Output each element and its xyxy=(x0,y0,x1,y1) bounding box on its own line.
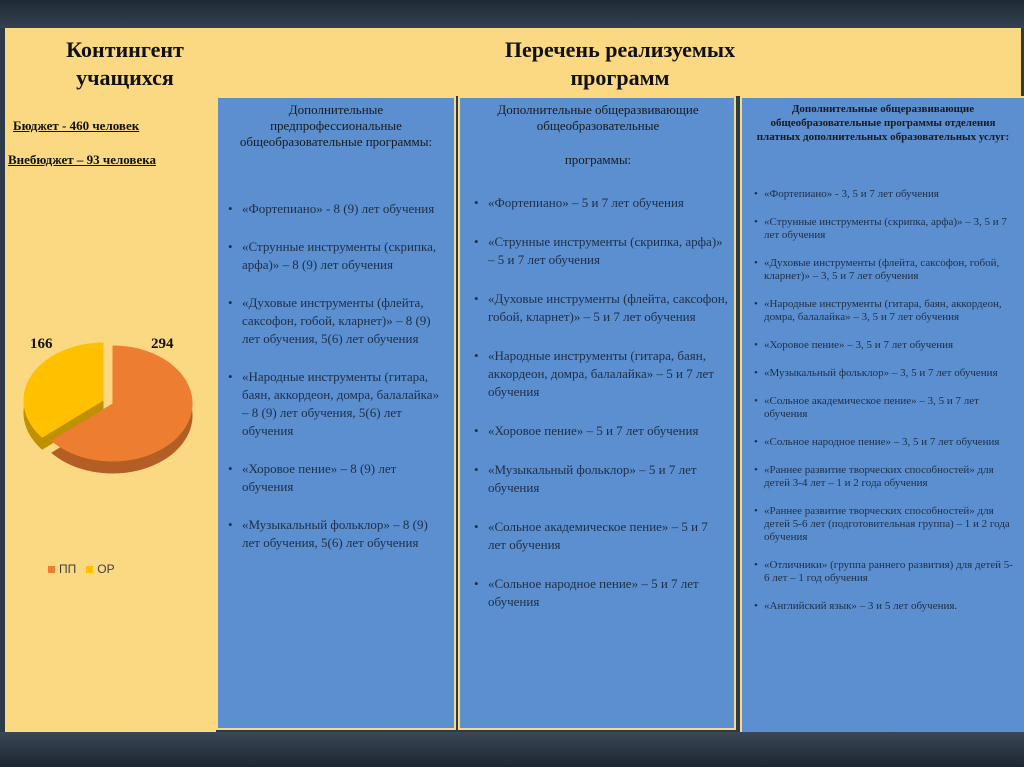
pie-legend xyxy=(48,562,115,576)
legend-swatch-pp xyxy=(48,566,55,573)
programs-heading: Перечень реализуемых программ xyxy=(504,37,736,90)
legend-swatch-or xyxy=(86,566,93,573)
slide-top-bar xyxy=(0,0,1024,28)
col3-title: Дополнительные общеразвивающие общеобразовательные программы отделения платных дополнительных образовательных услуг: xyxy=(756,103,1010,143)
legend-item-or xyxy=(86,562,114,576)
budget-stat: Бюджет - 460 человек xyxy=(13,118,140,133)
list-item: • «Отличники» (группа раннего развития) для детей 5-6 лет – 1 год обучения xyxy=(764,559,1016,585)
list-item: • «Хоровое пение» – 8 (9) лет обучения xyxy=(242,460,448,496)
list-item: • «Сольное академическое пение» – 5 и 7 лет обучения xyxy=(488,518,728,554)
list-item: • «Раннее развитие творческих способностей» для детей 5-6 лет (подготовительная группа) – 1 и 2 года обучения xyxy=(764,505,1016,544)
col2-list xyxy=(488,194,728,632)
list-item: • «Музыкальный фольклор» – 3, 5 и 7 лет обучения xyxy=(764,367,1016,380)
contingent-pie-chart xyxy=(20,332,200,492)
list-item: • «Сольное народное пение» – 3, 5 и 7 лет обучения xyxy=(764,436,1016,449)
list-item: • «Музыкальный фольклор» – 5 и 7 лет обучения xyxy=(488,461,728,497)
pie-label-or: 166 xyxy=(30,336,53,352)
list-item: • «Народные инструменты (гитара, баян, аккордеон, домра, балалайка» – 5 и 7 лет обучения xyxy=(488,347,728,401)
paid-programs-column xyxy=(740,96,1024,736)
list-item: • «Сольное народное пение» – 5 и 7 лет обучения xyxy=(488,575,728,611)
list-item: • «Хоровое пение» – 3, 5 и 7 лет обучения xyxy=(764,339,1016,352)
list-item: • «Духовые инструменты (флейта, саксофон, гобой, кларнет)» – 3, 5 и 7 лет обучения xyxy=(764,257,1016,283)
legend-label-or: ОР xyxy=(97,562,115,576)
general-programs-column xyxy=(458,96,736,730)
list-item: • «Музыкальный фольклор» – 8 (9) лет обучения, 5(6) лет обучения xyxy=(242,516,448,552)
list-item: • «Струнные инструменты (скрипка, арфа)» – 5 и 7 лет обучения xyxy=(488,233,728,269)
preprofessional-programs-column xyxy=(216,96,456,730)
extra-budget-stat: Внебюджет – 93 человека xyxy=(8,152,157,167)
legend-item-pp xyxy=(48,562,76,576)
slide-bottom-bar xyxy=(0,732,1024,767)
list-item: • «Фортепиано» - 3, 5 и 7 лет обучения xyxy=(764,188,1016,201)
list-item: • «Народные инструменты (гитара, баян, аккордеон, домра, балалайка» – 3, 5 и 7 лет обучения xyxy=(764,298,1016,324)
list-item: • «Раннее развитие творческих способностей» для детей 3-4 лет – 1 и 2 года обучения xyxy=(764,464,1016,490)
list-item: • «Духовые инструменты (флейта, саксофон, гобой, кларнет)» – 5 и 7 лет обучения xyxy=(488,290,728,326)
pie-label-pp: 294 xyxy=(151,336,174,352)
list-item: • «Фортепиано» – 5 и 7 лет обучения xyxy=(488,194,728,212)
col3-list xyxy=(764,188,1016,628)
list-item: • «Фортепиано» - 8 (9) лет обучения xyxy=(242,200,448,218)
col2-title: Дополнительные общеразвивающие общеобразовательные xyxy=(497,102,699,133)
col1-title: Дополнительные предпрофессиональные общеобразовательные программы: xyxy=(239,102,433,149)
list-item: • «Струнные инструменты (скрипка, арфа)» – 3, 5 и 7 лет обучения xyxy=(764,216,1016,242)
list-item: • «Духовые инструменты (флейта, саксофон, гобой, кларнет)» – 8 (9) лет обучения, 5(6) лет обучения xyxy=(242,294,448,348)
legend-label-pp: ПП xyxy=(59,562,77,576)
list-item: • «Струнные инструменты (скрипка, арфа)» – 8 (9) лет обучения xyxy=(242,238,448,274)
col2-subtitle: программы: xyxy=(564,152,632,167)
list-item: • «Сольное академическое пение» – 3, 5 и 7 лет обучения xyxy=(764,395,1016,421)
contingent-heading: Контингент учащихся xyxy=(66,37,184,90)
list-item: • «Народные инструменты (гитара, баян, аккордеон, домра, балалайка» – 8 (9) лет обучения, 5(6) лет обучения xyxy=(242,368,448,440)
col1-list xyxy=(242,200,448,572)
list-item: • «Английский язык» – 3 и 5 лет обучения. xyxy=(764,600,1016,613)
list-item: • «Хоровое пение» – 5 и 7 лет обучения xyxy=(488,422,728,440)
